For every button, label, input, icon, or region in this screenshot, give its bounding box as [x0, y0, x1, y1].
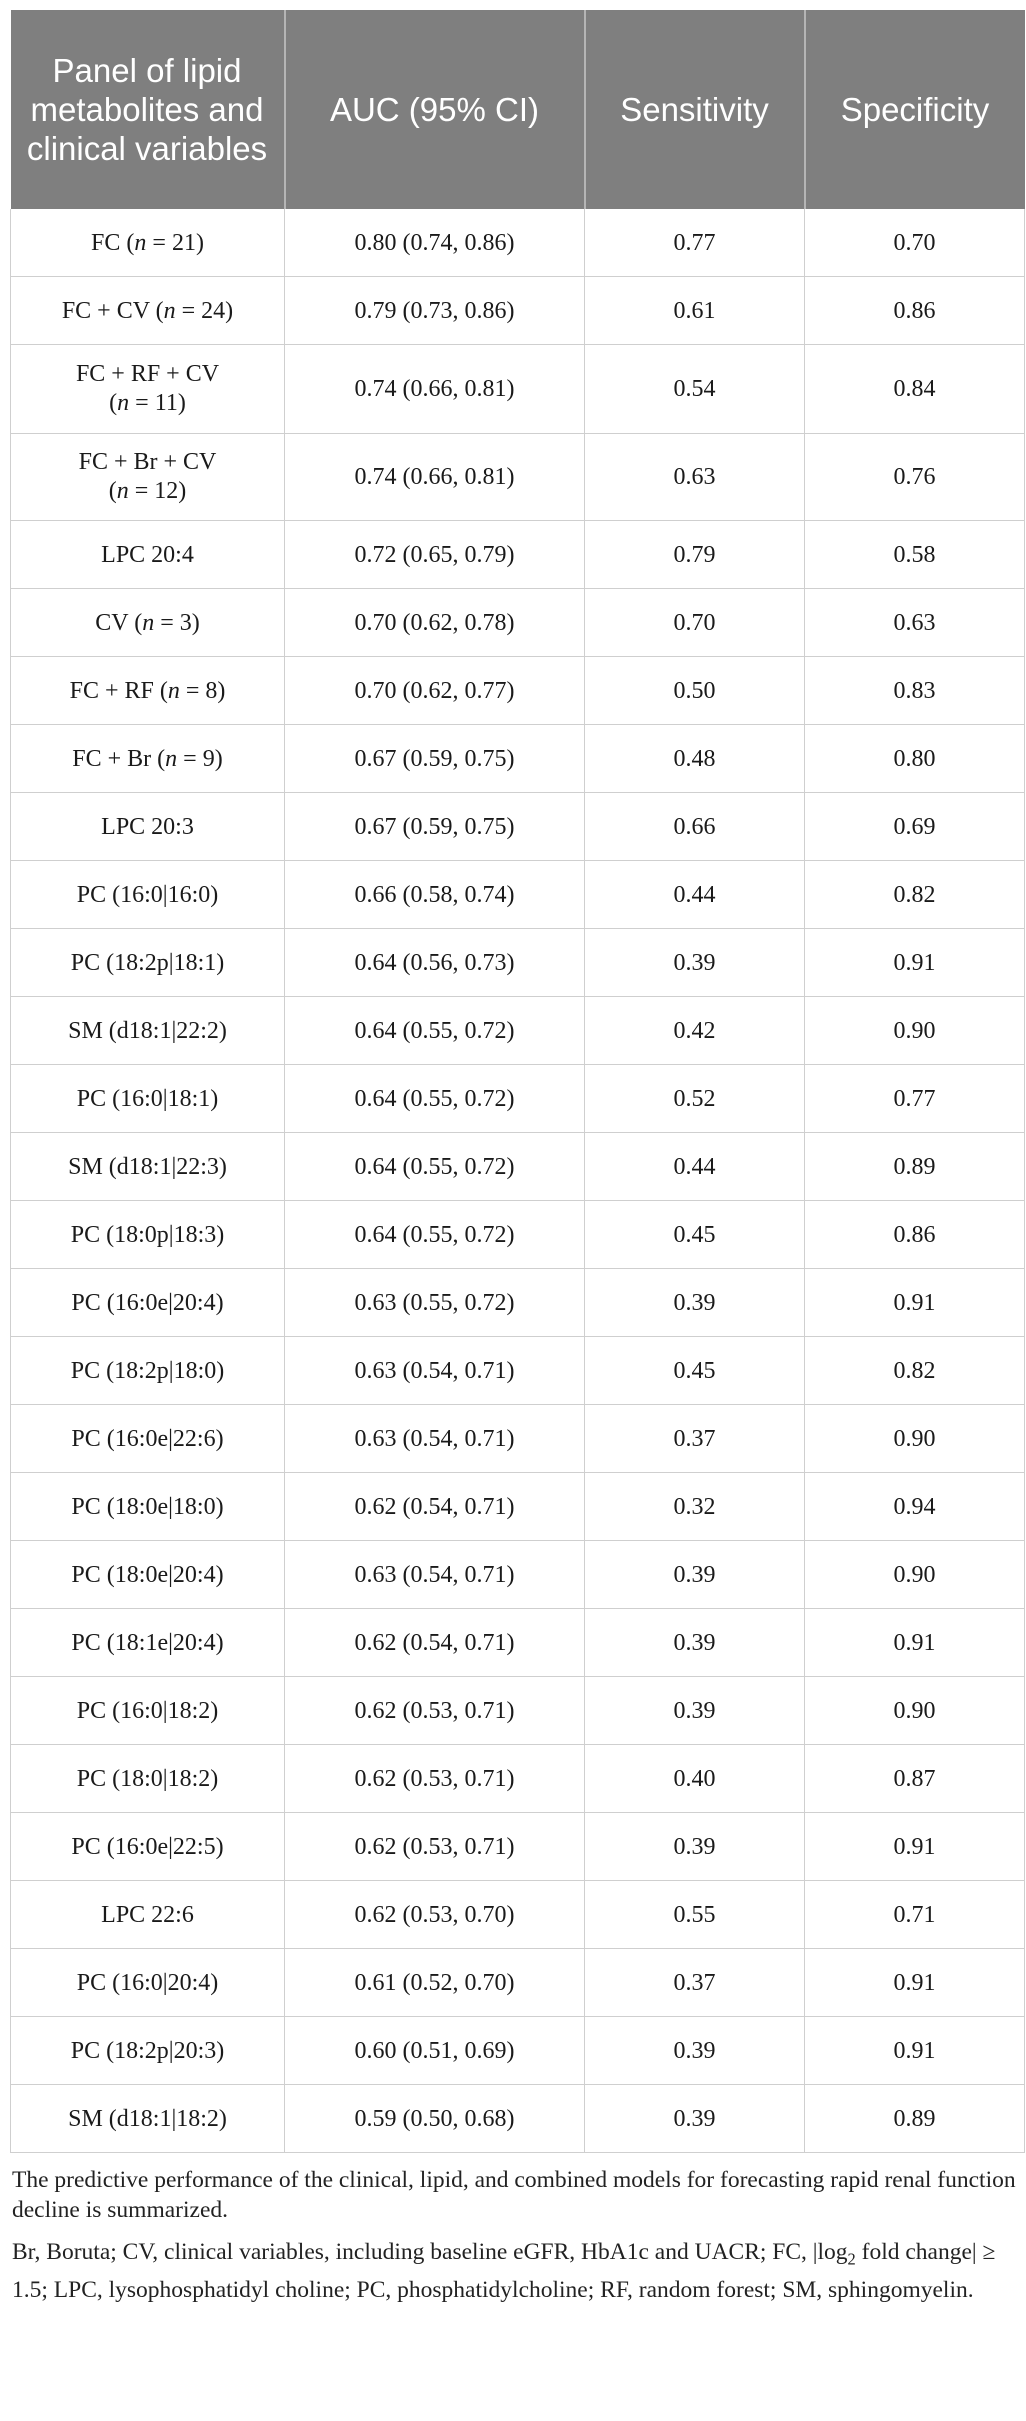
cell-auc: 0.62 (0.54, 0.71): [285, 1609, 585, 1677]
cell-panel: FC + RF + CV (n = 11): [11, 345, 285, 434]
table-row: [11, 589, 1025, 657]
table-row: [11, 997, 1025, 1065]
table-row: [11, 657, 1025, 725]
cell-sensitivity: 0.37: [585, 1405, 805, 1473]
cell-sensitivity: 0.48: [585, 725, 805, 793]
cell-sensitivity: 0.39: [585, 2085, 805, 2153]
cell-panel: FC + Br (n = 9): [11, 725, 285, 793]
cell-auc: 0.79 (0.73, 0.86): [285, 277, 585, 345]
cell-specificity: 0.69: [805, 793, 1025, 861]
cell-panel: PC (18:0p|18:3): [11, 1201, 285, 1269]
cell-auc: 0.62 (0.53, 0.70): [285, 1881, 585, 1949]
cell-panel: PC (18:1e|20:4): [11, 1609, 285, 1677]
table-header: [11, 10, 1025, 209]
cell-sensitivity: 0.63: [585, 434, 805, 521]
cell-specificity: 0.58: [805, 521, 1025, 589]
footnote-abbrev-part2: fold change| ≥ 1.5; LPC, lysophosphatidyl choline; PC, phosphatidylcholine; RF, random forest; SM, sphingomyelin.: [12, 2239, 996, 2303]
header-auc: AUC (95% CI): [285, 10, 585, 209]
cell-panel: PC (16:0|16:0): [11, 861, 285, 929]
cell-panel: SM (d18:1|22:3): [11, 1133, 285, 1201]
cell-sensitivity: 0.39: [585, 1677, 805, 1745]
cell-sensitivity: 0.39: [585, 1269, 805, 1337]
footnote-abbreviations: [12, 2237, 1016, 2305]
cell-panel: PC (18:0e|20:4): [11, 1541, 285, 1609]
cell-panel: PC (18:2p|20:3): [11, 2017, 285, 2085]
footnote-abbrev-subscript: 2: [847, 2249, 856, 2269]
table-row: [11, 521, 1025, 589]
cell-specificity: 0.89: [805, 1133, 1025, 1201]
cell-auc: 0.66 (0.58, 0.74): [285, 861, 585, 929]
cell-specificity: 0.63: [805, 589, 1025, 657]
cell-panel: LPC 20:3: [11, 793, 285, 861]
table-row: [11, 2085, 1025, 2153]
cell-auc: 0.74 (0.66, 0.81): [285, 434, 585, 521]
table-row: [11, 1541, 1025, 1609]
cell-specificity: 0.90: [805, 997, 1025, 1065]
cell-specificity: 0.70: [805, 209, 1025, 277]
cell-specificity: 0.77: [805, 1065, 1025, 1133]
cell-auc: 0.64 (0.55, 0.72): [285, 1065, 585, 1133]
table-row: [11, 1677, 1025, 1745]
cell-specificity: 0.82: [805, 861, 1025, 929]
table-row: [11, 1949, 1025, 2017]
table-row: [11, 434, 1025, 521]
header-row: [11, 10, 1025, 209]
cell-auc: 0.63 (0.54, 0.71): [285, 1337, 585, 1405]
cell-auc: 0.63 (0.54, 0.71): [285, 1405, 585, 1473]
cell-auc: 0.62 (0.53, 0.71): [285, 1813, 585, 1881]
cell-auc: 0.59 (0.50, 0.68): [285, 2085, 585, 2153]
cell-auc: 0.67 (0.59, 0.75): [285, 793, 585, 861]
cell-specificity: 0.94: [805, 1473, 1025, 1541]
cell-sensitivity: 0.55: [585, 1881, 805, 1949]
cell-panel: CV (n = 3): [11, 589, 285, 657]
cell-panel: FC (n = 21): [11, 209, 285, 277]
cell-panel: SM (d18:1|18:2): [11, 2085, 285, 2153]
cell-sensitivity: 0.54: [585, 345, 805, 434]
cell-panel: PC (16:0e|20:4): [11, 1269, 285, 1337]
cell-auc: 0.64 (0.55, 0.72): [285, 997, 585, 1065]
cell-specificity: 0.76: [805, 434, 1025, 521]
cell-specificity: 0.80: [805, 725, 1025, 793]
table-row: [11, 1201, 1025, 1269]
cell-sensitivity: 0.45: [585, 1201, 805, 1269]
cell-sensitivity: 0.40: [585, 1745, 805, 1813]
cell-specificity: 0.71: [805, 1881, 1025, 1949]
footnote-abbrev-part1: Br, Boruta; CV, clinical variables, including baseline eGFR, HbA1c and UACR; FC, |log: [12, 2239, 848, 2265]
cell-sensitivity: 0.39: [585, 2017, 805, 2085]
cell-specificity: 0.90: [805, 1541, 1025, 1609]
cell-sensitivity: 0.77: [585, 209, 805, 277]
cell-specificity: 0.91: [805, 1949, 1025, 2017]
results-table: [10, 10, 1025, 2153]
cell-auc: 0.63 (0.54, 0.71): [285, 1541, 585, 1609]
cell-sensitivity: 0.50: [585, 657, 805, 725]
cell-sensitivity: 0.39: [585, 1813, 805, 1881]
table-row: [11, 1133, 1025, 1201]
cell-sensitivity: 0.44: [585, 861, 805, 929]
cell-specificity: 0.90: [805, 1405, 1025, 1473]
cell-sensitivity: 0.32: [585, 1473, 805, 1541]
cell-specificity: 0.87: [805, 1745, 1025, 1813]
cell-panel: PC (18:2p|18:1): [11, 929, 285, 997]
table-row: [11, 2017, 1025, 2085]
table-row: [11, 1473, 1025, 1541]
cell-auc: 0.62 (0.53, 0.71): [285, 1677, 585, 1745]
table-row: [11, 209, 1025, 277]
cell-sensitivity: 0.42: [585, 997, 805, 1065]
table-row: [11, 929, 1025, 997]
cell-panel: LPC 22:6: [11, 1881, 285, 1949]
table-row: [11, 1881, 1025, 1949]
table-row: [11, 1609, 1025, 1677]
cell-specificity: 0.86: [805, 1201, 1025, 1269]
cell-panel: PC (16:0|18:2): [11, 1677, 285, 1745]
table-row: [11, 1337, 1025, 1405]
cell-auc: 0.62 (0.53, 0.71): [285, 1745, 585, 1813]
cell-panel: FC + Br + CV (n = 12): [11, 434, 285, 521]
cell-sensitivity: 0.52: [585, 1065, 805, 1133]
cell-specificity: 0.89: [805, 2085, 1025, 2153]
table-row: [11, 1065, 1025, 1133]
cell-specificity: 0.82: [805, 1337, 1025, 1405]
cell-auc: 0.70 (0.62, 0.77): [285, 657, 585, 725]
cell-panel: SM (d18:1|22:2): [11, 997, 285, 1065]
cell-auc: 0.80 (0.74, 0.86): [285, 209, 585, 277]
table-row: [11, 1269, 1025, 1337]
cell-specificity: 0.91: [805, 1269, 1025, 1337]
cell-sensitivity: 0.61: [585, 277, 805, 345]
cell-auc: 0.64 (0.56, 0.73): [285, 929, 585, 997]
table-row: [11, 1813, 1025, 1881]
cell-specificity: 0.91: [805, 929, 1025, 997]
table-row: [11, 345, 1025, 434]
table-row: [11, 725, 1025, 793]
cell-specificity: 0.86: [805, 277, 1025, 345]
cell-panel: PC (16:0e|22:5): [11, 1813, 285, 1881]
cell-sensitivity: 0.39: [585, 1541, 805, 1609]
footnote-summary: The predictive performance of the clinical, lipid, and combined models for forecasting rapid renal function decline is summarized.: [12, 2167, 1016, 2223]
table-footnotes: [12, 2165, 1016, 2305]
cell-sensitivity: 0.44: [585, 1133, 805, 1201]
cell-sensitivity: 0.66: [585, 793, 805, 861]
cell-auc: 0.74 (0.66, 0.81): [285, 345, 585, 434]
cell-specificity: 0.84: [805, 345, 1025, 434]
cell-panel: PC (18:0e|18:0): [11, 1473, 285, 1541]
header-panel: Panel of lipid metabolites and clinical variables: [11, 10, 285, 209]
table-row: [11, 861, 1025, 929]
cell-auc: 0.72 (0.65, 0.79): [285, 521, 585, 589]
table-row: [11, 1745, 1025, 1813]
cell-sensitivity: 0.70: [585, 589, 805, 657]
cell-specificity: 0.91: [805, 1813, 1025, 1881]
cell-specificity: 0.90: [805, 1677, 1025, 1745]
cell-specificity: 0.91: [805, 1609, 1025, 1677]
cell-auc: 0.61 (0.52, 0.70): [285, 1949, 585, 2017]
header-sensitivity: Sensitivity: [585, 10, 805, 209]
cell-sensitivity: 0.37: [585, 1949, 805, 2017]
cell-sensitivity: 0.39: [585, 1609, 805, 1677]
cell-auc: 0.62 (0.54, 0.71): [285, 1473, 585, 1541]
table-row: [11, 1405, 1025, 1473]
cell-panel: PC (16:0|18:1): [11, 1065, 285, 1133]
cell-panel: PC (16:0e|22:6): [11, 1405, 285, 1473]
cell-sensitivity: 0.39: [585, 929, 805, 997]
table-row: [11, 793, 1025, 861]
cell-panel: PC (18:0|18:2): [11, 1745, 285, 1813]
cell-auc: 0.64 (0.55, 0.72): [285, 1133, 585, 1201]
cell-auc: 0.60 (0.51, 0.69): [285, 2017, 585, 2085]
header-specificity: Specificity: [805, 10, 1025, 209]
cell-panel: FC + CV (n = 24): [11, 277, 285, 345]
cell-panel: FC + RF (n = 8): [11, 657, 285, 725]
cell-panel: LPC 20:4: [11, 521, 285, 589]
cell-auc: 0.67 (0.59, 0.75): [285, 725, 585, 793]
table-row: [11, 277, 1025, 345]
table-body: [11, 209, 1025, 2153]
cell-auc: 0.70 (0.62, 0.78): [285, 589, 585, 657]
cell-specificity: 0.91: [805, 2017, 1025, 2085]
cell-sensitivity: 0.79: [585, 521, 805, 589]
cell-auc: 0.63 (0.55, 0.72): [285, 1269, 585, 1337]
cell-sensitivity: 0.45: [585, 1337, 805, 1405]
cell-specificity: 0.83: [805, 657, 1025, 725]
cell-auc: 0.64 (0.55, 0.72): [285, 1201, 585, 1269]
cell-panel: PC (18:2p|18:0): [11, 1337, 285, 1405]
cell-panel: PC (16:0|20:4): [11, 1949, 285, 2017]
